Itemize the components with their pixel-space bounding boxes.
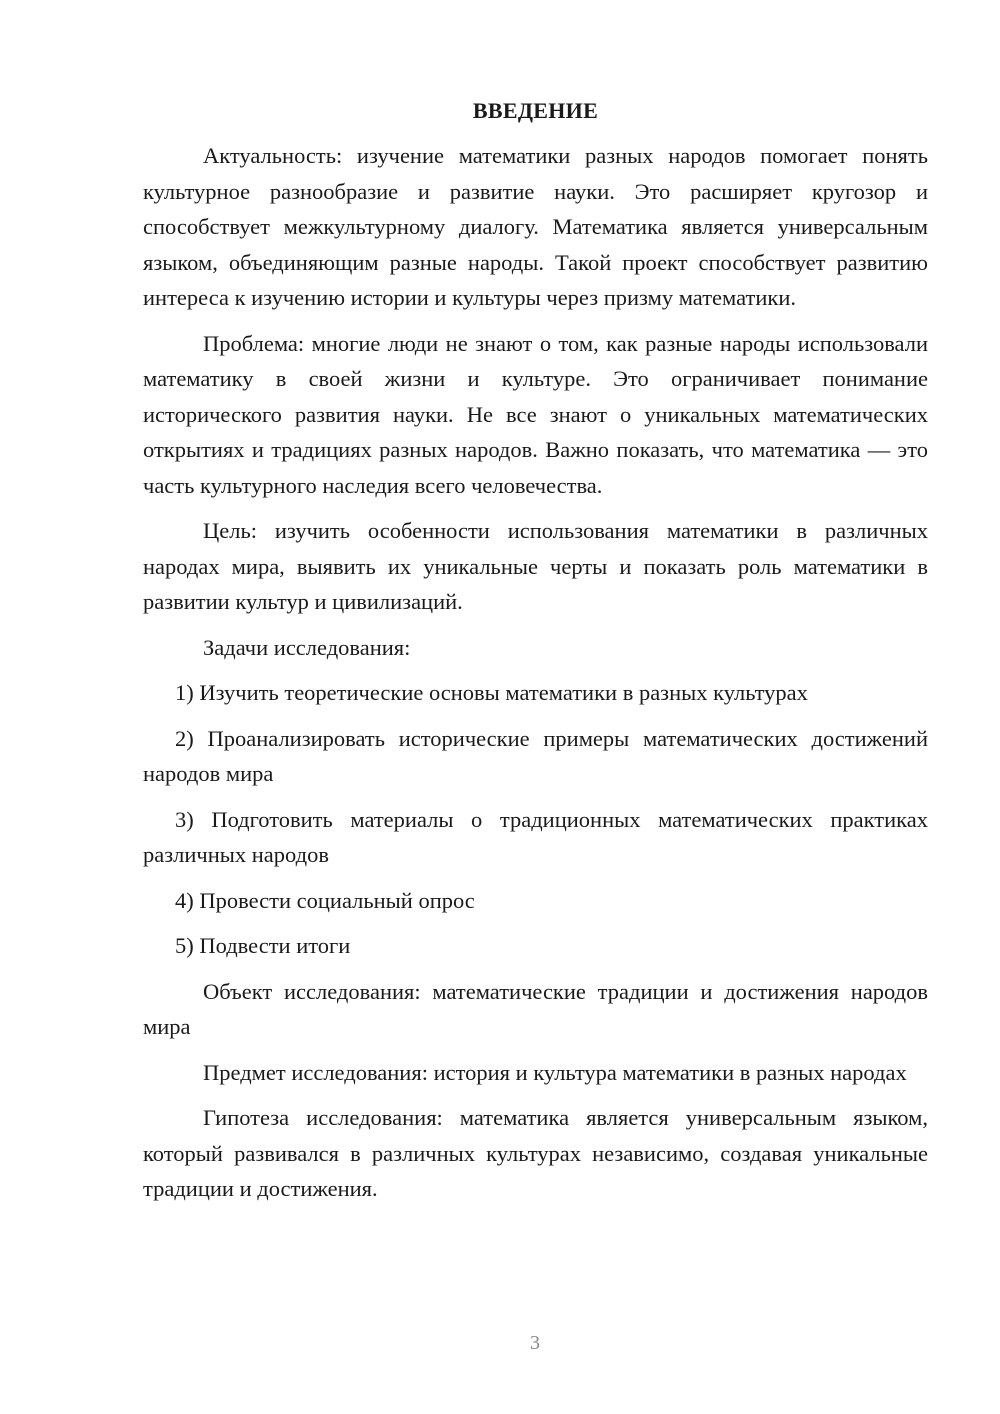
hypothesis-paragraph: Гипотеза исследования: математика является универсальным языком, который развивался в различных культурах независимо, создавая уникальные традиции и достижения. bbox=[143, 1105, 928, 1201]
section-heading: ВВЕДЕНИЕ bbox=[472, 98, 599, 123]
task-item-4: 4) Провести социальный опрос bbox=[175, 887, 475, 913]
task-item-2: 2) Проанализировать исторические примеры математических достижений народов мира bbox=[143, 725, 928, 786]
subject-paragraph: Предмет исследования: история и культура математики в разных народах bbox=[203, 1059, 907, 1085]
task-item-5: 5) Подвести итоги bbox=[175, 933, 351, 958]
relevance-paragraph: Актуальность: изучение математики разных народов помогает понять культурное разнообразие и развитие науки. Это расширяет кругозор и способствует межкультурному диалогу. Математика является универсальным языком, объединяющим разные народы. Такой проект способствует развитию интереса к изучению истории и культуры через призму математики. bbox=[143, 143, 928, 310]
task-item-3: 3) Подготовить материалы о традиционных математических практиках различных народов bbox=[143, 806, 928, 867]
tasks-title: Задачи исследования: bbox=[203, 634, 411, 660]
task-item-1: 1) Изучить теоретические основы математики в разных культурах bbox=[175, 680, 808, 705]
problem-paragraph: Проблема: многие люди не знают о том, как разные народы использовали математику в своей жизни и культуре. Это ограничивает понимание исторического развития науки. Не все знают о уникальных математических открытиях и традициях разных народов. Важно показать, что математика — это часть культурного наследия всего человечества. bbox=[143, 330, 928, 498]
object-paragraph: Объект исследования: математические традиции и достижения народов мира bbox=[143, 978, 928, 1039]
goal-paragraph: Цель: изучить особенности использования математики в различных народах мира, выявить их уникальные черты и показать роль математики в развитии культур и цивилизаций. bbox=[143, 518, 928, 614]
document-body bbox=[143, 96, 928, 1217]
page-number: 3 bbox=[530, 1332, 540, 1354]
